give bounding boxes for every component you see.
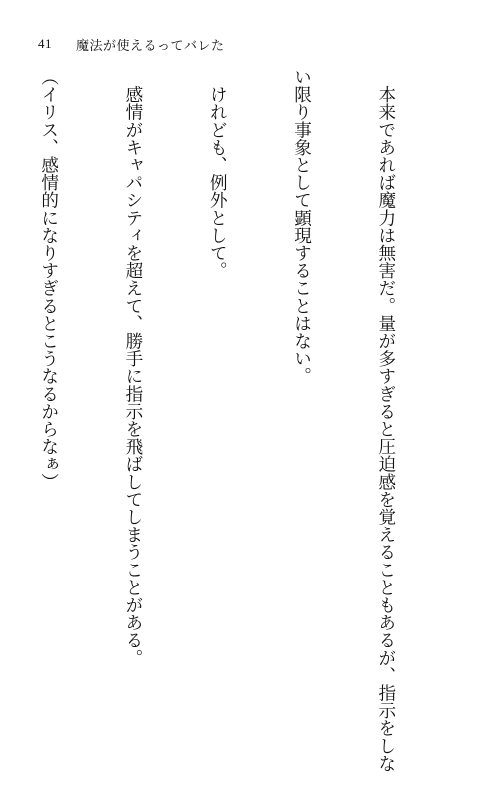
text-line: 感情がキャパシティを超えて、勝手に指示を飛ばしてしまうことがある。 bbox=[122, 68, 143, 667]
running-title: 魔法が使えるってバレた bbox=[76, 38, 225, 54]
page-header bbox=[38, 34, 225, 54]
text-line: い限り事象として顕現することはない。 bbox=[291, 68, 312, 385]
vertical-body-text bbox=[0, 68, 456, 772]
text-line: 本来であれば魔力は無害だ。量が多すぎると圧迫感を覚えることもあるが、指示をしな bbox=[375, 68, 396, 772]
text-line: けれども、例外として。 bbox=[207, 68, 228, 280]
text-line: （イリス、感情的になりすぎるとこうなるからなぁ） bbox=[38, 68, 59, 491]
page-number: 41 bbox=[38, 36, 52, 51]
